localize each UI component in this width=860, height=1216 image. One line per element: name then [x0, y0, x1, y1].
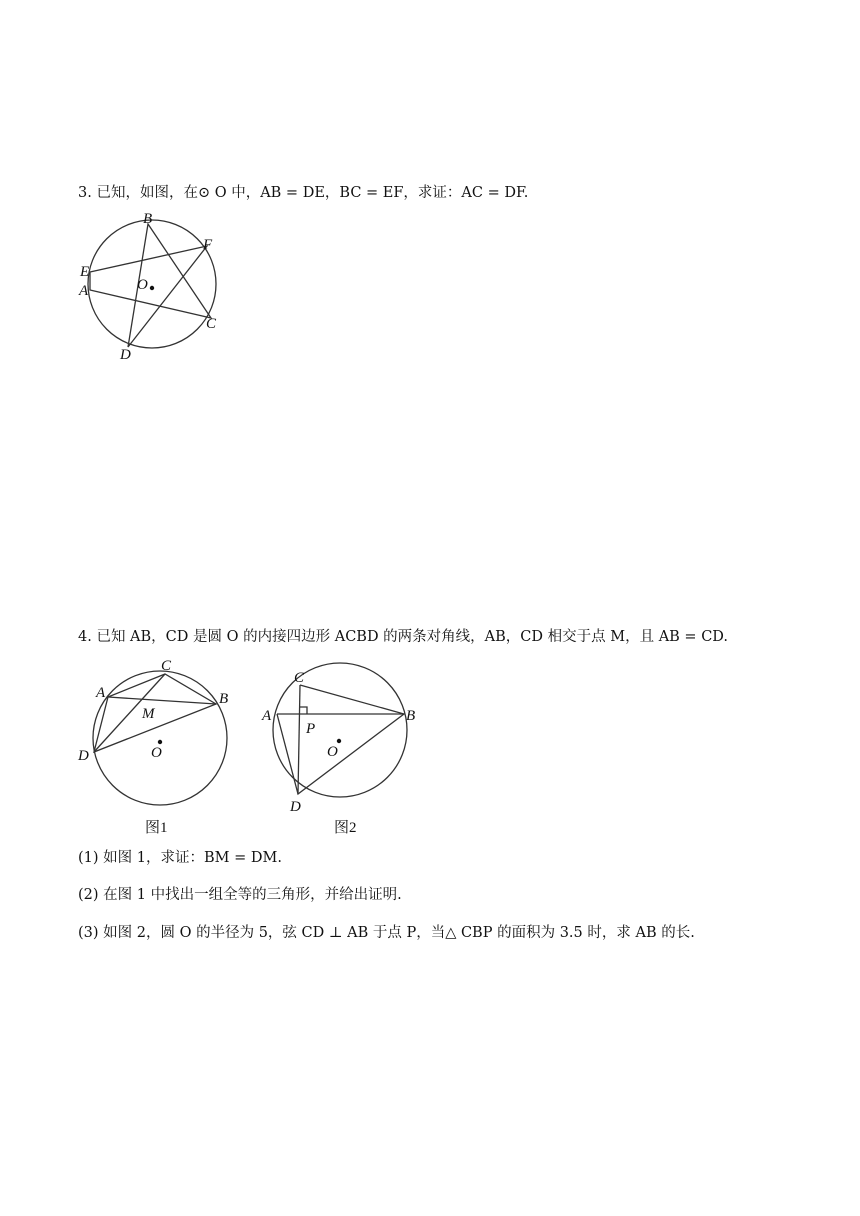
- chord-path: [90, 224, 211, 347]
- label-b-fig1: B: [219, 691, 229, 707]
- label-a-fig1: A: [96, 685, 106, 701]
- problem-4-figure-1: [75, 655, 240, 835]
- label-o-fig1: O: [151, 745, 162, 761]
- label-b-fig2: B: [406, 708, 416, 724]
- label-c-fig2: C: [294, 670, 305, 686]
- circle-o-fig1: [93, 671, 227, 805]
- problem-3-figure: [70, 205, 270, 365]
- label-c-fig1: C: [161, 658, 172, 674]
- caption-fig1: 图1: [145, 820, 168, 836]
- caption-fig2: 图2: [334, 820, 357, 836]
- circle-o: [88, 220, 216, 348]
- diagonal-ab: [108, 697, 216, 704]
- label-m-fig1: M: [142, 706, 155, 722]
- label-d: D: [120, 347, 131, 363]
- problem-4-statement: 4. 已知 AB，CD 是圆 O 的内接四边形 ACBD 的两条对角线，AB，CD 相交于点 M，且 AB = CD.: [78, 629, 729, 645]
- label-p-fig2: P: [306, 721, 316, 737]
- center-dot: [150, 286, 154, 290]
- label-e: E: [80, 264, 90, 280]
- problem-4-part-1: (1) 如图 1，求证：BM = DM.: [78, 850, 282, 866]
- problem-3-statement: 3. 已知，如图，在⊙ O 中，AB = DE，BC = EF，求证：AC = DF.: [78, 185, 529, 201]
- label-o: O: [137, 277, 148, 293]
- center-dot-fig1: [158, 740, 162, 744]
- problem-4-part-2: (2) 在图 1 中找出一组全等的三角形，并给出证明.: [78, 887, 402, 903]
- problem-4-figure-2: [255, 655, 430, 835]
- label-a-fig2: A: [262, 708, 272, 724]
- label-c: C: [206, 316, 217, 332]
- label-d-fig1: D: [78, 748, 89, 764]
- label-b: B: [143, 211, 153, 227]
- label-d-fig2: D: [290, 799, 301, 815]
- right-angle-mark: [300, 707, 307, 714]
- label-f: F: [203, 237, 213, 253]
- label-a: A: [79, 283, 89, 299]
- chord-cd: [298, 685, 300, 794]
- center-dot-fig2: [337, 739, 341, 743]
- label-o-fig2: O: [327, 744, 338, 760]
- problem-4-part-3: (3) 如图 2，圆 O 的半径为 5，弦 CD ⊥ AB 于点 P，当△ CBP 的面积为 3.5 时，求 AB 的长.: [78, 925, 695, 941]
